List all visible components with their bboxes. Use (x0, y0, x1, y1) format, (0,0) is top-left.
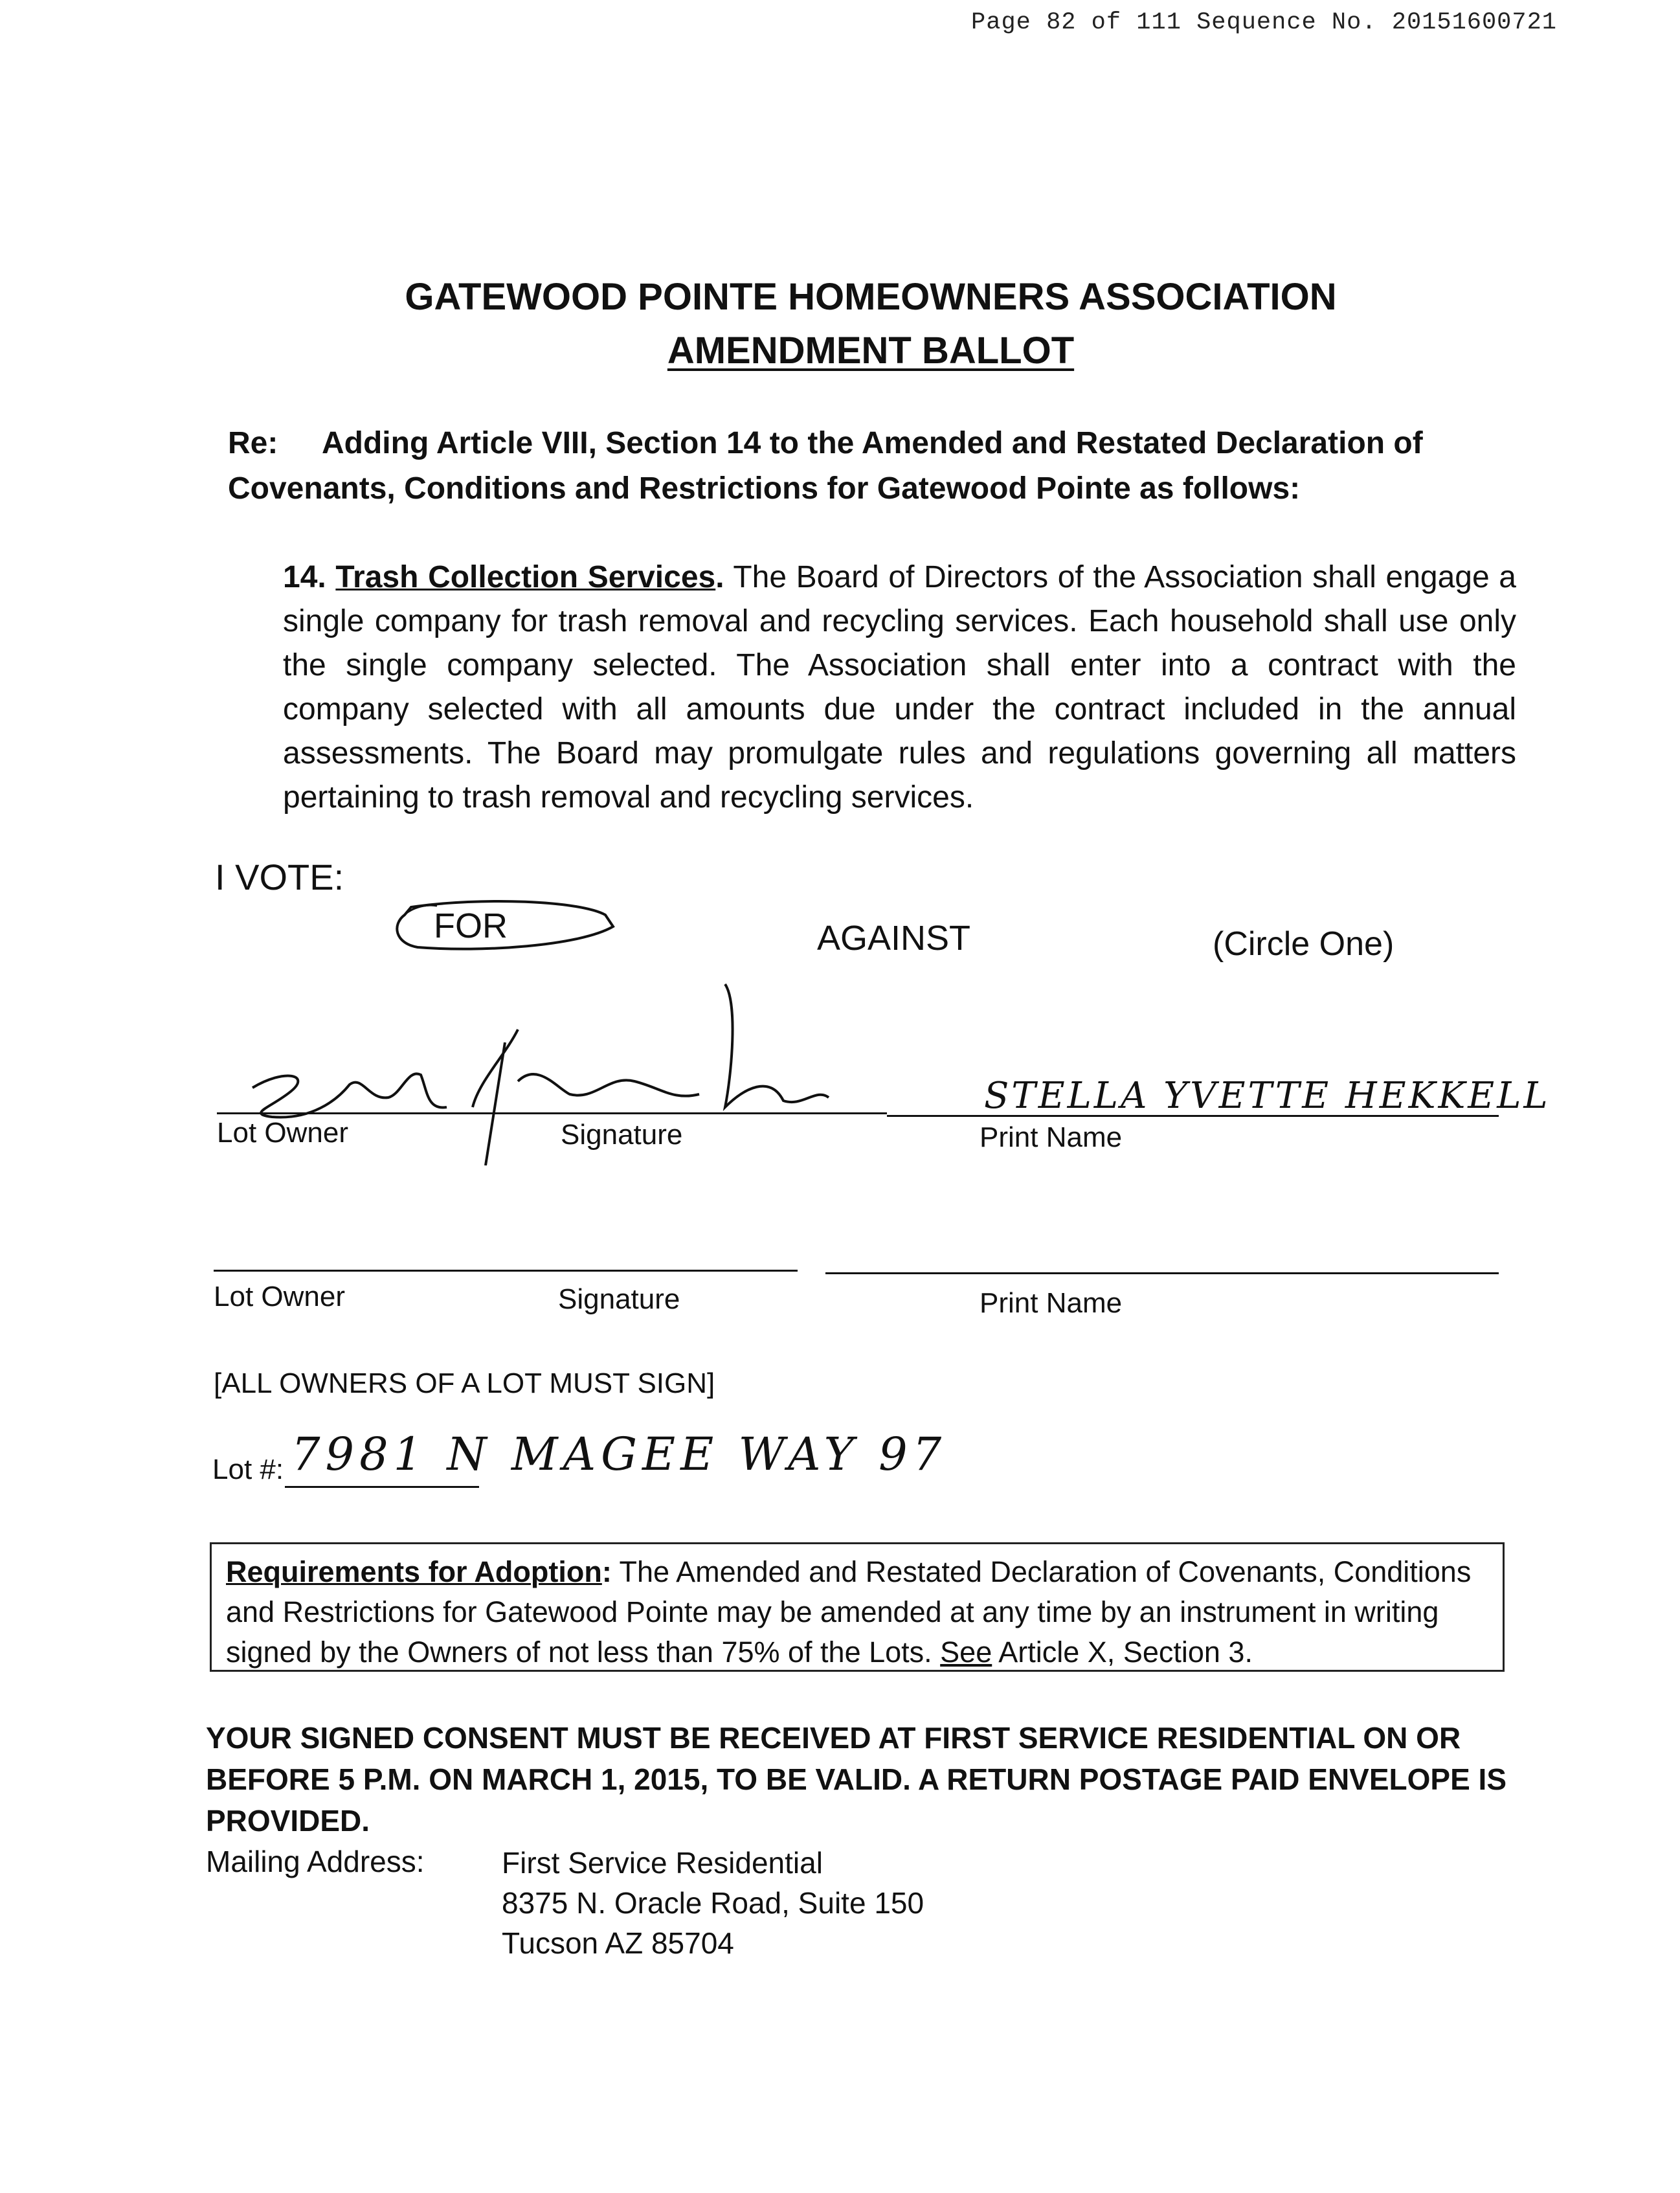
lot-owner-label-2: Lot Owner (214, 1281, 345, 1312)
mailing-address-line2: 8375 N. Oracle Road, Suite 150 (502, 1886, 924, 1920)
section-14-paragraph (283, 556, 1516, 820)
signature-line-2[interactable] (214, 1270, 798, 1272)
requirements-text: The Amended and Restated Declaration of Covenants, Conditions and Restrictions for Gatewood Pointe may be amended at any time by an instrument in writing signed by the Owners of not less than 75% of the Lots. (226, 1555, 1472, 1669)
vote-for-label: FOR (434, 906, 508, 945)
mailing-address-label: Mailing Address: (206, 1845, 425, 1878)
requirements-box (210, 1542, 1505, 1672)
signature-line-1 (217, 1112, 887, 1114)
lot-number-value: 7981 N MAGEE WAY 97 (291, 1428, 947, 1481)
signature-label-1: Signature (561, 1119, 683, 1151)
lot-owner-label-1: Lot Owner (217, 1117, 348, 1149)
section-body: The Board of Directors of the Association shall engage a single company for trash removal and recycling services. Each household shall use only the single company selected. The Association shall enter into a contract with the company selected with all amounts due under the contract included in the annual assessments. The Board may promulgate rules and regulations governing all matters pertaining to trash removal and recycling services. (283, 560, 1517, 815)
association-title: GATEWOOD POINTE HOMEOWNERS ASSOCIATION (405, 276, 1337, 318)
print-name-label-2: Print Name (980, 1287, 1123, 1319)
page-sequence-header: Page 82 of 111 Sequence No. 20151600721 (971, 9, 1557, 36)
re-label: Re: (228, 426, 278, 460)
print-name-line-2[interactable] (825, 1272, 1499, 1274)
requirements-see: See (940, 1636, 992, 1669)
vote-option-against[interactable]: AGAINST (817, 919, 971, 958)
deadline-notice: YOUR SIGNED CONSENT MUST BE RECEIVED AT FIRST SERVICE RESIDENTIAL ON OR BEFORE 5 P.M. ON MARCH 1, 2015, TO BE VALID. A RETURN POSTAGE PAID ENVELOPE IS PROVIDED. (206, 1721, 1507, 1838)
vote-instruction: (Circle One) (1213, 925, 1394, 963)
lot-number-label: Lot #: (212, 1454, 284, 1485)
mailing-address-line1: First Service Residential (502, 1846, 823, 1880)
ballot-title-text: AMENDMENT BALLOT (667, 330, 1075, 372)
ballot-title (0, 329, 1680, 372)
vote-label: I VOTE: (215, 857, 344, 897)
requirements-reference: Article X, Section 3. (992, 1636, 1253, 1669)
section-heading-period: . (715, 560, 724, 594)
lot-number-line (285, 1486, 479, 1488)
re-text: Adding Article VIII, Section 14 to the Amended and Restated Declaration of Covenants, Conditions and Restrictions for Gatewood Pointe as follows: (228, 426, 1423, 506)
section-heading: Trash Collection Services (335, 560, 716, 594)
requirements-heading: Requirements for Adoption (226, 1555, 602, 1588)
all-owners-note: [ALL OWNERS OF A LOT MUST SIGN] (214, 1367, 715, 1399)
selection-circle-mark (385, 895, 631, 967)
section-number: 14. (283, 560, 326, 594)
mailing-address-line3: Tucson AZ 85704 (502, 1926, 734, 1960)
print-name-value-1: STELLA YVETTE HEKKELL (984, 1075, 1551, 1117)
vote-option-for[interactable] (385, 895, 631, 967)
print-name-label-1: Print Name (980, 1121, 1123, 1153)
signature-label-2: Signature (558, 1283, 680, 1315)
requirements-colon: : (601, 1555, 612, 1588)
re-block (228, 421, 1516, 512)
